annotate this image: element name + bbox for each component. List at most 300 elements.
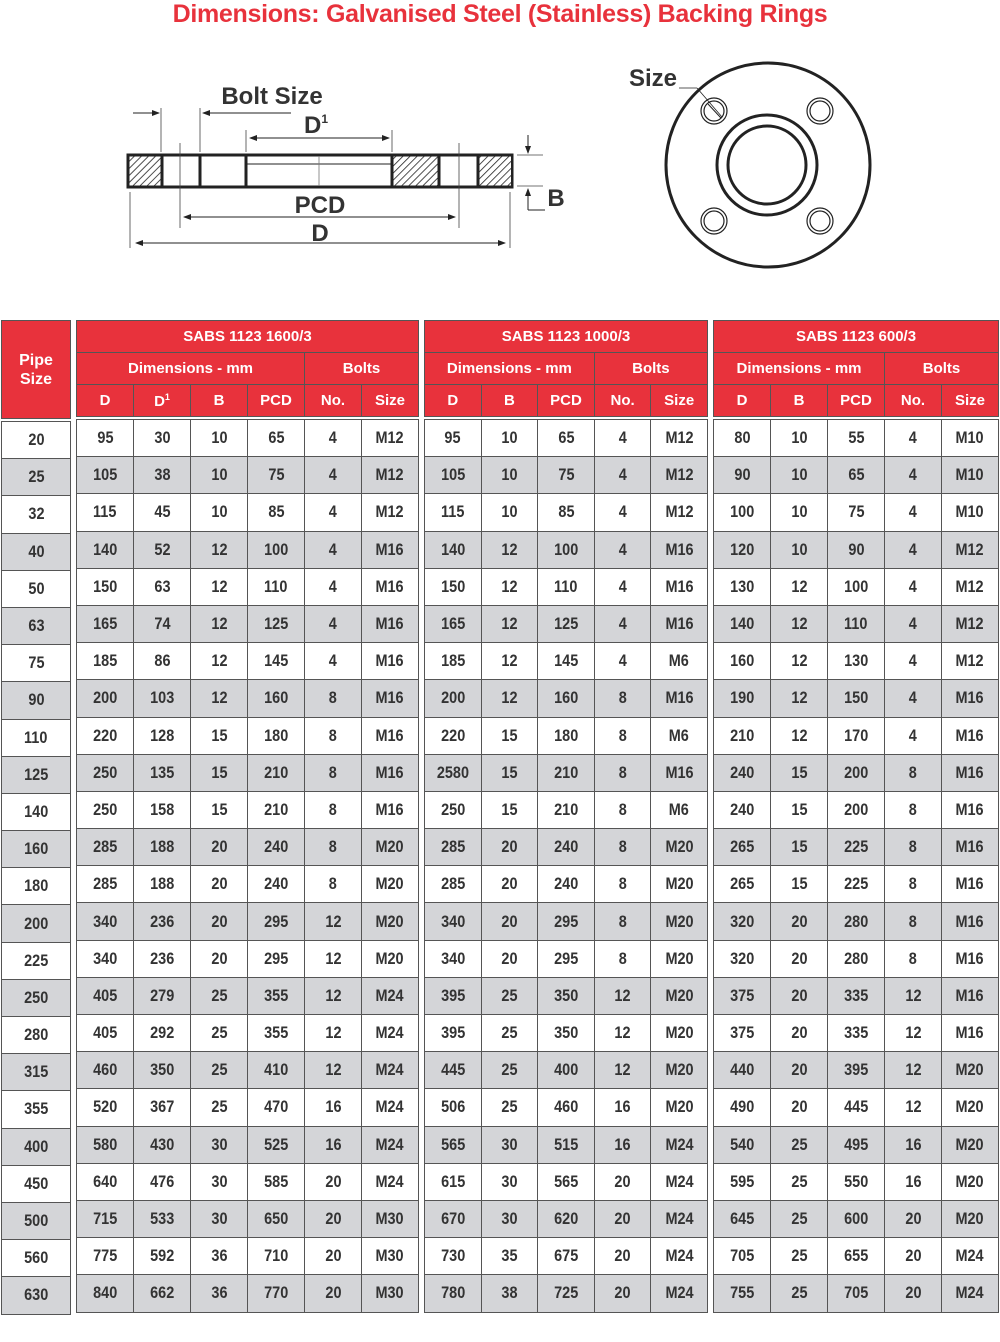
table-cell bbox=[885, 1163, 942, 1200]
table-cell bbox=[538, 791, 595, 828]
cell-value: 375 bbox=[729, 985, 755, 1005]
table-cell bbox=[942, 531, 999, 568]
table-row bbox=[77, 1052, 419, 1089]
cell-value: 12 bbox=[210, 576, 228, 596]
cell-value: 4 bbox=[618, 465, 627, 485]
table-row bbox=[714, 531, 999, 568]
table-cell bbox=[942, 1089, 999, 1126]
cell-value: 280 bbox=[843, 911, 869, 931]
cell-value: 25 bbox=[27, 467, 45, 487]
cell-value: 20 bbox=[210, 911, 228, 931]
cell-value: 10 bbox=[790, 539, 808, 559]
table-cell bbox=[771, 866, 828, 903]
cell-value: M16 bbox=[375, 688, 405, 708]
table-cell bbox=[538, 940, 595, 977]
cell-value: 20 bbox=[324, 1246, 342, 1266]
pipe-size-cell bbox=[2, 496, 71, 533]
cell-value: 180 bbox=[553, 725, 579, 745]
cell-value: 460 bbox=[553, 1097, 579, 1117]
table-cell bbox=[305, 1052, 362, 1089]
table-cell bbox=[538, 1052, 595, 1089]
table-cell bbox=[362, 1238, 419, 1275]
cell-value: 615 bbox=[440, 1171, 465, 1191]
table-cell bbox=[828, 680, 885, 717]
cell-value: M24 bbox=[665, 1171, 694, 1191]
table-cell bbox=[191, 1089, 248, 1126]
table-cell bbox=[481, 903, 538, 940]
column-header-label: Size bbox=[374, 392, 405, 409]
pipe-size-cell bbox=[2, 1017, 71, 1054]
cell-value: 405 bbox=[92, 1023, 118, 1043]
table-cell bbox=[77, 1089, 134, 1126]
table-row bbox=[2, 868, 71, 905]
table-row bbox=[714, 866, 999, 903]
cell-value: 4 bbox=[328, 502, 338, 522]
cell-value: 240 bbox=[729, 762, 755, 782]
dimensions-group-header: Dimensions - mm bbox=[714, 353, 885, 385]
table-cell bbox=[714, 420, 771, 457]
table-cell bbox=[134, 1200, 191, 1237]
cell-value: M10 bbox=[955, 502, 985, 522]
table-cell bbox=[828, 866, 885, 903]
cell-value: 8 bbox=[908, 874, 918, 894]
table-row bbox=[714, 1275, 999, 1312]
table-cell bbox=[714, 494, 771, 531]
table-cell bbox=[885, 1052, 942, 1089]
cell-value: M20 bbox=[665, 874, 694, 894]
table-cell bbox=[942, 903, 999, 940]
table-cell bbox=[305, 420, 362, 457]
table-cell bbox=[885, 977, 942, 1014]
cell-value: 38 bbox=[153, 465, 171, 485]
table-cell bbox=[305, 940, 362, 977]
cell-value: 15 bbox=[210, 725, 228, 745]
table-cell bbox=[248, 1275, 305, 1312]
table-row bbox=[425, 494, 708, 531]
table-cell bbox=[538, 717, 595, 754]
table-cell bbox=[191, 754, 248, 791]
page-title: Dimensions: Galvanised Steel (Stainless) Backing Rings bbox=[172, 0, 828, 28]
table-cell bbox=[362, 866, 419, 903]
cell-value: 12 bbox=[501, 614, 518, 634]
table-cell bbox=[425, 940, 482, 977]
cell-value: 145 bbox=[553, 651, 579, 671]
table-cell bbox=[425, 494, 482, 531]
cell-value: 285 bbox=[92, 874, 118, 894]
table-cell bbox=[248, 1015, 305, 1052]
cell-value: 400 bbox=[553, 1060, 579, 1080]
cell-value: 4 bbox=[618, 614, 627, 634]
cell-value: 295 bbox=[263, 911, 289, 931]
table-cell bbox=[538, 680, 595, 717]
cell-value: 240 bbox=[263, 837, 289, 857]
cell-value: 285 bbox=[92, 837, 118, 857]
cell-value: 63 bbox=[153, 576, 171, 596]
cell-value: M24 bbox=[665, 1209, 694, 1229]
cell-value: M16 bbox=[375, 651, 405, 671]
table-cell bbox=[771, 1089, 828, 1126]
cell-value: 335 bbox=[843, 985, 869, 1005]
table-row bbox=[2, 831, 71, 868]
table-row bbox=[425, 791, 708, 828]
cell-value: 395 bbox=[843, 1060, 869, 1080]
cell-value: M30 bbox=[375, 1283, 405, 1303]
cell-value: M16 bbox=[955, 762, 985, 782]
table-cell bbox=[77, 494, 134, 531]
table-cell bbox=[77, 568, 134, 605]
cell-value: 25 bbox=[501, 1060, 518, 1080]
cell-value: M16 bbox=[665, 539, 694, 559]
table-cell bbox=[134, 531, 191, 568]
cell-value: M24 bbox=[375, 1097, 405, 1117]
cell-value: M20 bbox=[375, 948, 405, 968]
table-cell bbox=[885, 791, 942, 828]
table-cell bbox=[481, 680, 538, 717]
cell-value: M16 bbox=[955, 837, 985, 857]
table-cell bbox=[425, 531, 482, 568]
cell-value: 20 bbox=[501, 948, 518, 968]
cell-value: 125 bbox=[553, 614, 579, 634]
table-cell bbox=[538, 1015, 595, 1052]
table-cell bbox=[885, 1015, 942, 1052]
table-cell bbox=[134, 1163, 191, 1200]
table-cell bbox=[651, 829, 708, 866]
table-cell bbox=[771, 420, 828, 457]
table-cell bbox=[134, 829, 191, 866]
cell-value: 645 bbox=[729, 1209, 755, 1229]
cell-value: 4 bbox=[328, 465, 338, 485]
cell-value: 650 bbox=[263, 1209, 289, 1229]
table-cell bbox=[481, 977, 538, 1014]
cell-value: M24 bbox=[665, 1246, 694, 1266]
table-cell bbox=[425, 1275, 482, 1312]
table-row bbox=[2, 756, 71, 793]
table-cell bbox=[651, 940, 708, 977]
cell-value: M24 bbox=[375, 1023, 405, 1043]
pipe-size-cell bbox=[2, 719, 71, 756]
cell-value: 95 bbox=[96, 428, 114, 448]
table-cell bbox=[481, 754, 538, 791]
cell-value: 12 bbox=[614, 1023, 631, 1043]
cell-value: 225 bbox=[843, 837, 869, 857]
cell-value: M20 bbox=[955, 1171, 985, 1191]
cell-value: 115 bbox=[441, 502, 465, 522]
column-header bbox=[134, 385, 191, 417]
table-cell bbox=[771, 1200, 828, 1237]
table-cell bbox=[594, 1015, 651, 1052]
bolts-group-header: Bolts bbox=[885, 353, 999, 385]
table-cell bbox=[248, 754, 305, 791]
table-cell bbox=[771, 457, 828, 494]
table-cell bbox=[714, 1200, 771, 1237]
cell-value: 476 bbox=[149, 1171, 175, 1191]
table-cell bbox=[942, 457, 999, 494]
cell-value: 20 bbox=[210, 874, 228, 894]
cell-value: 236 bbox=[149, 911, 175, 931]
cell-value: 265 bbox=[729, 874, 755, 894]
table-cell bbox=[538, 605, 595, 642]
table-cell bbox=[481, 866, 538, 903]
label-bolt-size: Bolt Size bbox=[221, 83, 323, 110]
cell-value: 225 bbox=[843, 874, 869, 894]
table-cell bbox=[305, 717, 362, 754]
table-cell bbox=[538, 457, 595, 494]
table-cell bbox=[771, 568, 828, 605]
cell-value: 550 bbox=[843, 1171, 869, 1191]
table-cell bbox=[191, 1052, 248, 1089]
column-header-label: D bbox=[736, 392, 748, 409]
table-cell bbox=[248, 1238, 305, 1275]
cell-value: M20 bbox=[955, 1134, 985, 1154]
table-cell bbox=[885, 568, 942, 605]
table-cell bbox=[594, 903, 651, 940]
table-row bbox=[714, 940, 999, 977]
cell-value: 35 bbox=[501, 1246, 518, 1266]
table-cell bbox=[305, 1089, 362, 1126]
cell-value: 225 bbox=[23, 950, 49, 970]
table-cell bbox=[77, 420, 134, 457]
cell-value: 86 bbox=[153, 651, 171, 671]
cell-value: 15 bbox=[790, 799, 808, 819]
table-cell bbox=[885, 940, 942, 977]
table-cell bbox=[481, 940, 538, 977]
table-row bbox=[77, 568, 419, 605]
cell-value: 450 bbox=[23, 1173, 49, 1193]
cell-value: 140 bbox=[729, 614, 755, 634]
cell-value: 25 bbox=[501, 1023, 518, 1043]
table-cell bbox=[362, 1200, 419, 1237]
table-cell bbox=[885, 1126, 942, 1163]
cell-value: 250 bbox=[440, 799, 465, 819]
cell-value: 4 bbox=[908, 651, 918, 671]
cell-value: M12 bbox=[665, 502, 694, 522]
table-cell bbox=[942, 754, 999, 791]
cell-value: 128 bbox=[149, 725, 175, 745]
table-cell bbox=[714, 1163, 771, 1200]
table-cell bbox=[714, 605, 771, 642]
table-row bbox=[714, 494, 999, 531]
cell-value: M6 bbox=[669, 725, 690, 745]
dimensions-group-header: Dimensions - mm bbox=[77, 353, 305, 385]
cell-value: 367 bbox=[149, 1097, 175, 1117]
table-row bbox=[2, 1165, 71, 1202]
table-cell bbox=[538, 903, 595, 940]
table-cell bbox=[248, 457, 305, 494]
table-cell bbox=[651, 568, 708, 605]
cell-value: 32 bbox=[27, 504, 45, 524]
pipe-size-cell bbox=[2, 756, 71, 793]
table-cell bbox=[305, 791, 362, 828]
table-cell bbox=[942, 643, 999, 680]
cell-value: 600 bbox=[843, 1209, 869, 1229]
cell-value: 75 bbox=[27, 653, 45, 673]
cell-value: 12 bbox=[324, 985, 342, 1005]
table-row bbox=[425, 829, 708, 866]
cell-value: 20 bbox=[324, 1171, 342, 1191]
table-cell bbox=[77, 1275, 134, 1312]
table-cell bbox=[714, 1238, 771, 1275]
table-cell bbox=[134, 1275, 191, 1312]
cell-value: 355 bbox=[263, 1023, 289, 1043]
cell-value: 20 bbox=[614, 1171, 631, 1191]
cell-value: 670 bbox=[440, 1209, 465, 1229]
table-row bbox=[714, 1089, 999, 1126]
table-cell bbox=[885, 1238, 942, 1275]
column-header-label: Size bbox=[954, 392, 985, 409]
table-cell bbox=[425, 717, 482, 754]
cell-value: 4 bbox=[908, 539, 918, 559]
table-cell bbox=[191, 977, 248, 1014]
cell-value: 4 bbox=[328, 539, 338, 559]
table-row bbox=[425, 1052, 708, 1089]
cell-value: 25 bbox=[790, 1134, 808, 1154]
table-cell bbox=[714, 903, 771, 940]
cell-value: 640 bbox=[92, 1171, 118, 1191]
table-row bbox=[2, 942, 71, 979]
cell-value: 100 bbox=[729, 502, 755, 522]
table-row bbox=[425, 1200, 708, 1237]
cell-value: 710 bbox=[263, 1246, 289, 1266]
cell-value: M20 bbox=[665, 985, 694, 1005]
column-header bbox=[481, 385, 538, 417]
table-sabs-1000 bbox=[424, 320, 708, 1313]
cell-value: M20 bbox=[665, 837, 694, 857]
cell-value: 20 bbox=[27, 430, 45, 450]
table-cell bbox=[942, 1126, 999, 1163]
table-cell bbox=[134, 1089, 191, 1126]
table-cell bbox=[305, 903, 362, 940]
table-row bbox=[425, 568, 708, 605]
table-cell bbox=[594, 457, 651, 494]
table-cell bbox=[828, 1275, 885, 1312]
table-cell bbox=[828, 1089, 885, 1126]
cell-value: 160 bbox=[263, 688, 289, 708]
table-cell bbox=[771, 754, 828, 791]
table-cell bbox=[594, 1052, 651, 1089]
table-cell bbox=[651, 1163, 708, 1200]
cell-value: 4 bbox=[618, 576, 627, 596]
table-cell bbox=[942, 568, 999, 605]
column-header-label: B bbox=[213, 392, 225, 409]
column-header-label: No. bbox=[900, 392, 926, 409]
cell-value: 250 bbox=[23, 987, 49, 1007]
cell-value: M16 bbox=[665, 762, 694, 782]
column-header-label: Size bbox=[664, 392, 695, 409]
table-cell bbox=[248, 903, 305, 940]
cell-value: 210 bbox=[263, 762, 289, 782]
cell-value: 8 bbox=[618, 688, 627, 708]
column-header bbox=[362, 385, 419, 417]
table-cell bbox=[191, 1163, 248, 1200]
table-cell bbox=[771, 717, 828, 754]
flange-side-view-diagram bbox=[0, 50, 580, 265]
column-header-label: PCD bbox=[840, 392, 872, 409]
table-cell bbox=[942, 680, 999, 717]
table-cell bbox=[771, 903, 828, 940]
table-cell bbox=[942, 940, 999, 977]
table-cell bbox=[305, 977, 362, 1014]
cell-value: 200 bbox=[23, 913, 49, 933]
table-cell bbox=[828, 643, 885, 680]
hatch-mid-right bbox=[392, 157, 439, 186]
table-cell bbox=[538, 754, 595, 791]
cell-value: 12 bbox=[614, 985, 631, 1005]
cell-value: 20 bbox=[501, 837, 518, 857]
cell-value: 592 bbox=[149, 1246, 175, 1266]
pipe-size-cell bbox=[2, 1202, 71, 1239]
table-row bbox=[2, 719, 71, 756]
table-cell bbox=[771, 1052, 828, 1089]
table-cell bbox=[594, 1163, 651, 1200]
table-cell bbox=[248, 717, 305, 754]
cell-value: 75 bbox=[267, 465, 285, 485]
table-row bbox=[425, 680, 708, 717]
cell-value: 525 bbox=[263, 1134, 289, 1154]
cell-value: M16 bbox=[665, 614, 694, 634]
table-cell bbox=[714, 457, 771, 494]
pipe-size-cell bbox=[2, 905, 71, 942]
pipe-size-cell bbox=[2, 979, 71, 1016]
cell-value: 8 bbox=[328, 762, 338, 782]
table-cell bbox=[191, 457, 248, 494]
cell-value: M24 bbox=[665, 1283, 694, 1303]
cell-value: 25 bbox=[501, 1097, 518, 1117]
cell-value: 185 bbox=[92, 651, 118, 671]
table-cell bbox=[942, 977, 999, 1014]
table-cell bbox=[885, 1200, 942, 1237]
table-cell bbox=[942, 494, 999, 531]
cell-value: 160 bbox=[729, 651, 755, 671]
table-cell bbox=[362, 791, 419, 828]
cell-value: 8 bbox=[618, 762, 627, 782]
table-cell bbox=[77, 829, 134, 866]
table-cell bbox=[77, 605, 134, 642]
table-cell bbox=[248, 1052, 305, 1089]
cell-value: 520 bbox=[92, 1097, 118, 1117]
column-header bbox=[425, 385, 482, 417]
pipe-size-header bbox=[2, 321, 71, 419]
table-cell bbox=[651, 1089, 708, 1126]
table-cell bbox=[942, 866, 999, 903]
cell-value: M20 bbox=[375, 911, 405, 931]
cell-value: 20 bbox=[210, 948, 228, 968]
table-cell bbox=[538, 866, 595, 903]
cell-value: 2580 bbox=[436, 762, 469, 782]
cell-value: 4 bbox=[618, 428, 627, 448]
column-header bbox=[885, 385, 942, 417]
table-row bbox=[77, 1238, 419, 1275]
table-cell bbox=[77, 1238, 134, 1275]
table-row bbox=[714, 1015, 999, 1052]
cell-value: 15 bbox=[210, 799, 228, 819]
cell-value: 180 bbox=[23, 876, 49, 896]
table-cell bbox=[248, 494, 305, 531]
table-cell bbox=[362, 680, 419, 717]
cell-value: 12 bbox=[501, 539, 518, 559]
table-cell bbox=[828, 568, 885, 605]
table-cell bbox=[305, 1163, 362, 1200]
cell-value: 20 bbox=[790, 1097, 808, 1117]
table-cell bbox=[191, 1126, 248, 1163]
table-row bbox=[714, 680, 999, 717]
cell-value: 20 bbox=[904, 1209, 922, 1229]
dimensions-group-header: Dimensions - mm bbox=[425, 353, 595, 385]
table-cell bbox=[481, 1200, 538, 1237]
cell-value: M12 bbox=[665, 465, 694, 485]
cell-value: 65 bbox=[557, 428, 575, 448]
table-cell bbox=[191, 1200, 248, 1237]
table-cell bbox=[651, 605, 708, 642]
